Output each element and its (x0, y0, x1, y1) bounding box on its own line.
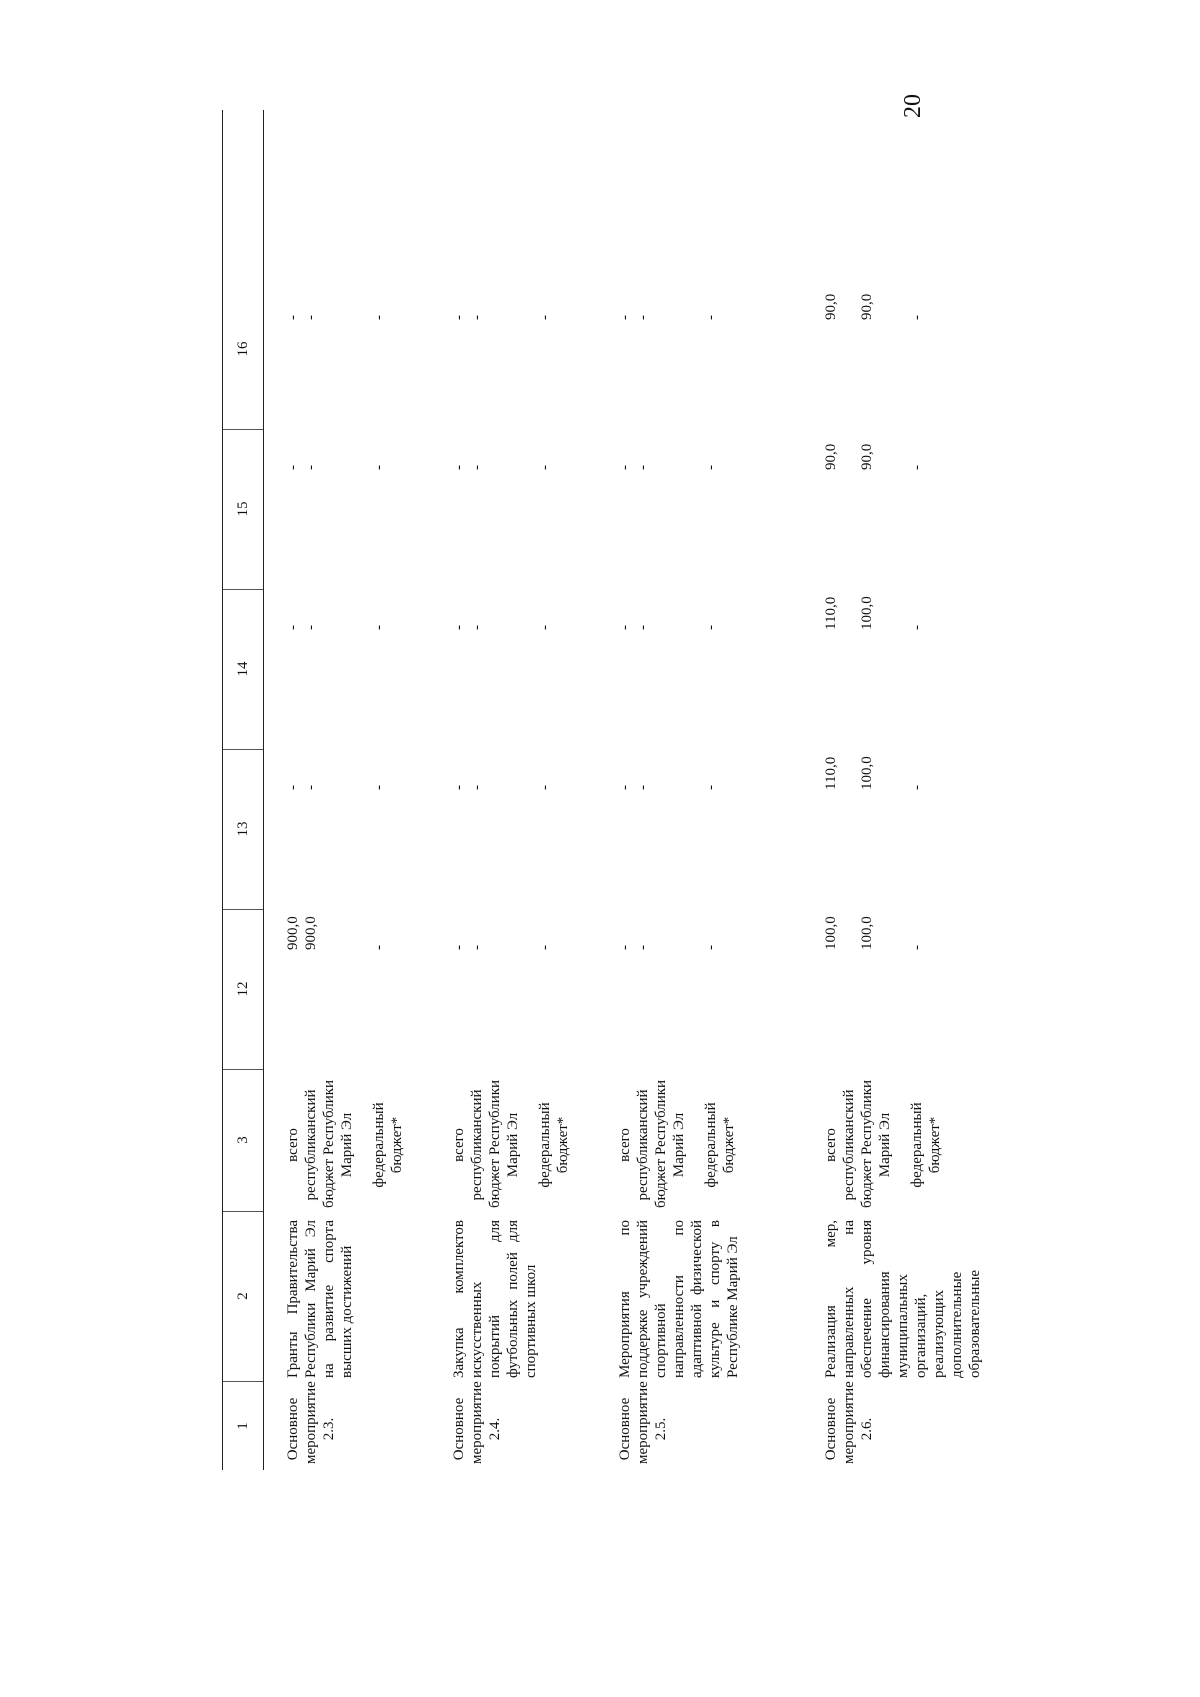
value: - (909, 625, 925, 630)
value: - (537, 625, 553, 630)
values-col-15 (284, 410, 388, 470)
value: - (285, 785, 301, 790)
value: - (451, 465, 467, 470)
values-col-13 (616, 730, 720, 790)
values-col-14 (616, 570, 720, 630)
values-col-13 (822, 730, 926, 790)
value: - (703, 785, 719, 790)
values-col-13 (450, 730, 554, 790)
page-number: 20 (900, 94, 926, 118)
value: - (909, 945, 925, 950)
header-col-13: 13 (223, 749, 263, 910)
row-code-line: Основное (285, 1397, 301, 1461)
values-col-15 (616, 410, 720, 470)
value: - (703, 315, 719, 320)
row-code-line: 2.5. (653, 1417, 669, 1441)
header-col-3: 3 (223, 1069, 263, 1212)
value: - (537, 785, 553, 790)
row-code (616, 1381, 670, 1464)
value: - (469, 465, 485, 470)
value: - (469, 785, 485, 790)
values-col-12 (822, 890, 926, 950)
source-federal: бюджет* (389, 1116, 405, 1174)
header-col-2: 2 (223, 1211, 263, 1382)
row-code-line: мероприятие (841, 1381, 857, 1464)
values-col-14 (822, 570, 926, 630)
row-code (822, 1381, 876, 1464)
row-code-line: 2.3. (321, 1417, 337, 1441)
source-republic: республиканский (841, 1089, 857, 1201)
source-republic: бюджет Республики (859, 1079, 875, 1208)
values-col-15 (822, 410, 926, 470)
source-federal: бюджет* (721, 1116, 737, 1174)
value: - (285, 315, 301, 320)
value: 100,0 (859, 916, 875, 950)
values-col-14 (284, 570, 388, 630)
row-code-line: Основное (617, 1397, 633, 1461)
row-code-line: мероприятие (303, 1381, 319, 1464)
values-col-16 (822, 260, 926, 320)
value: - (371, 785, 387, 790)
value: - (469, 945, 485, 950)
value: 900,0 (285, 916, 301, 950)
row-code-line: 2.4. (487, 1417, 503, 1441)
values-col-16 (450, 260, 554, 320)
source-republic: бюджет Республики (653, 1079, 669, 1208)
source-federal: федеральный (537, 1102, 553, 1188)
row-funding-sources (822, 1079, 944, 1208)
value: - (635, 465, 651, 470)
value: - (617, 465, 633, 470)
value: 900,0 (303, 916, 319, 950)
row-code (284, 1381, 338, 1464)
value: - (537, 945, 553, 950)
value: - (909, 315, 925, 320)
source-republic: бюджет Республики (321, 1079, 337, 1208)
value: - (537, 315, 553, 320)
value: - (469, 625, 485, 630)
source-total: всего (823, 1128, 839, 1162)
source-total: всего (617, 1128, 633, 1162)
value: - (451, 785, 467, 790)
value: 110,0 (823, 596, 839, 630)
row-code (450, 1381, 504, 1464)
value: - (303, 785, 319, 790)
value: - (303, 315, 319, 320)
source-republic: Марий Эл (877, 1112, 893, 1178)
row-code-line: Основное (823, 1397, 839, 1461)
values-col-13 (284, 730, 388, 790)
value: 90,0 (859, 443, 875, 470)
source-republic: республиканский (469, 1089, 485, 1201)
source-republic: Марий Эл (339, 1112, 355, 1178)
values-col-16 (616, 260, 720, 320)
row-code-line: Основное (451, 1397, 467, 1461)
values-col-12 (450, 890, 554, 950)
header-col-15: 15 (223, 429, 263, 590)
row-code-line: 2.6. (859, 1417, 875, 1441)
source-republic: Марий Эл (505, 1112, 521, 1178)
value: 100,0 (859, 756, 875, 790)
values-col-15 (450, 410, 554, 470)
value: - (635, 625, 651, 630)
source-federal: бюджет* (927, 1116, 943, 1174)
value: - (285, 625, 301, 630)
value: 90,0 (823, 293, 839, 320)
source-republic: Марий Эл (671, 1112, 687, 1178)
value: - (371, 945, 387, 950)
budget-table (222, 110, 982, 1470)
value: 90,0 (859, 293, 875, 320)
header-col-14: 14 (223, 589, 263, 750)
source-republic: республиканский (635, 1089, 651, 1201)
source-federal: федеральный (371, 1102, 387, 1188)
value: - (285, 465, 301, 470)
value: 110,0 (823, 756, 839, 790)
row-code-line: мероприятие (469, 1381, 485, 1464)
row-description: Гранты Правительства Республики Марий Эл на развитие спорта высших достижений (285, 1220, 355, 1378)
header-col-16: 16 (223, 269, 263, 430)
row-funding-sources (616, 1079, 738, 1208)
row-code-line: мероприятие (635, 1381, 651, 1464)
value: - (303, 625, 319, 630)
values-col-12 (284, 890, 388, 950)
value: - (371, 465, 387, 470)
source-total: всего (451, 1128, 467, 1162)
value: - (617, 315, 633, 320)
table-header (222, 110, 264, 1470)
value: - (371, 625, 387, 630)
source-federal: федеральный (703, 1102, 719, 1188)
header-col-1: 1 (235, 1422, 251, 1430)
value: - (703, 625, 719, 630)
row-funding-sources (450, 1079, 572, 1208)
value: - (303, 465, 319, 470)
value: - (635, 785, 651, 790)
value: - (469, 315, 485, 320)
value: - (909, 785, 925, 790)
value: - (909, 465, 925, 470)
value: 100,0 (823, 916, 839, 950)
value: - (703, 465, 719, 470)
values-col-14 (450, 570, 554, 630)
source-total: всего (285, 1128, 301, 1162)
value: - (635, 315, 651, 320)
value: - (371, 315, 387, 320)
value: - (451, 315, 467, 320)
row-description: Реализация мер, направленных на обеспечение уровня финансирования муниципальных организаций, реализующих дополнительные образовательные (823, 1220, 983, 1378)
value: - (703, 945, 719, 950)
value: - (537, 465, 553, 470)
row-description: Мероприятия по поддержке учреждений спортивной направленности по адаптивной физической культуре и спорту в Республике Марий Эл (617, 1220, 741, 1378)
value: - (617, 785, 633, 790)
value: - (635, 945, 651, 950)
source-republic: республиканский (303, 1089, 319, 1201)
value: - (617, 625, 633, 630)
values-col-12 (616, 890, 720, 950)
header-col-12: 12 (223, 909, 263, 1070)
row-description: Закупка комплектов искусственных покрытий для футбольных полей для спортивных школ (451, 1220, 539, 1378)
value: 90,0 (823, 443, 839, 470)
value: - (617, 945, 633, 950)
value: - (451, 945, 467, 950)
source-republic: бюджет Республики (487, 1079, 503, 1208)
row-funding-sources (284, 1079, 406, 1208)
value: 100,0 (859, 596, 875, 630)
values-col-16 (284, 260, 388, 320)
source-federal: бюджет* (555, 1116, 571, 1174)
value: - (451, 625, 467, 630)
source-federal: федеральный (909, 1102, 925, 1188)
